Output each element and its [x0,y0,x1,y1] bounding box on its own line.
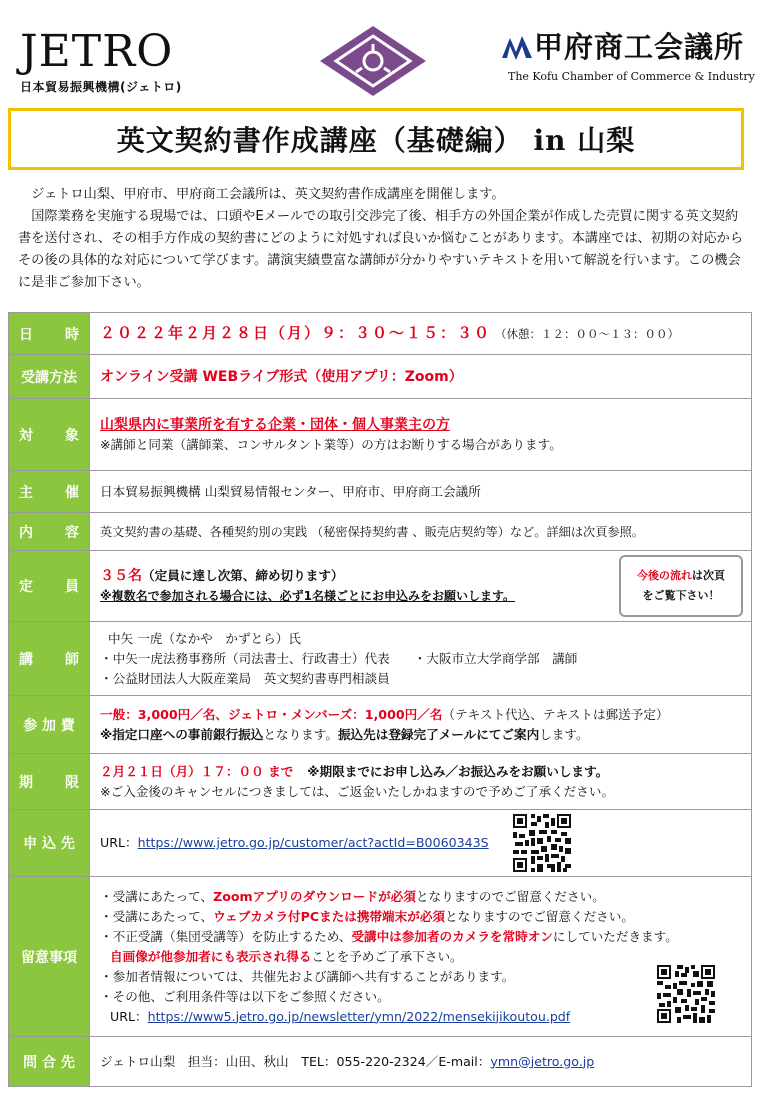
notes-url-link[interactable]: https://www5.jetro.go.jp/newsletter/ymn/2022/mensekijikoutou.pdf [147,1008,571,1024]
deadline-note: ※ご入金後のキャンセルにつきましては、ご返金いたしかねますので予めご了承ください。 [100,783,615,799]
notes-line-2b: ウェブカメラ付PCまたは携帯端末が必須 [213,908,446,924]
intro-paragraph-1: ジェトロ山梨、甲府市、甲府商工会議所は、英文契約書作成講座を開催します。 [31,187,505,202]
method-value: オンライン受講 WEBライブ形式（使用アプリ：Zoom） [100,368,463,385]
row-lecturer [9,622,752,696]
notes-url-prefix: URL： [110,1008,148,1024]
lecturer-name: 中矢 一虎（なかや かずとら）氏 [108,630,301,646]
notes-line-1a: ・受講にあたって、 [100,888,214,904]
label-method: 受講方法 [9,355,90,399]
jetro-subtitle: 日本貿易振興機構(ジェトロ) [20,80,182,94]
row-deadline [9,754,752,810]
row-date [9,313,752,355]
label-notes: 留意事項 [9,877,90,1037]
apply-url-prefix: URL： [100,835,138,850]
capacity-count: ３５名 [100,568,142,584]
notes-line-4b: ことを予めご了承下さい。 [311,948,463,964]
label-apply: 申 込 先 [9,810,90,877]
deadline-value: ２月２１日（月）１７：００ まで [100,763,294,779]
row-content [9,513,752,551]
intro-paragraph-2: 国際業務を実施する現場では、口頭やEメールでの取引交渉完了後、相手方の外国企業が作成した売買に関する英文契約書を送付され、その相手方作成の契約書にどのように対処すれば良いか悩むことがあります。本講座では、初期の対応からその後の具体的な対応について学びます。講演実績豊富な講師が分かりやすいテキストを用いて解説を行います。この機会に是非ご参加下さい。 [18,209,744,290]
fee-value-note: （テキスト代込、テキストは郵送予定） [442,706,669,722]
row-fee [9,696,752,754]
next-steps-a: は次頁 [692,569,725,582]
kofu-city-seal-icon [318,24,428,98]
jetro-logo [20,26,220,95]
row-capacity [9,551,752,622]
notes-line-5: ・参加者情報については、共催先および講師へ共有することがあります。 [100,968,515,984]
page-title: 英文契約書作成講座（基礎編） in 山梨 [116,124,636,157]
notes-qr-code-icon[interactable] [657,965,715,1023]
host-value: 日本貿易振興機構 山梨貿易情報センター、甲府市、甲府商工会議所 [90,471,752,513]
label-deadline: 期 限 [19,774,79,791]
lecturer-affiliation-3: ・公益財団法人大阪産業局 英文契約書専門相談員 [100,670,390,686]
label-contact: 問 合 先 [9,1037,90,1087]
fee-note-b: となります。 [263,726,338,742]
label-content: 内 容 [19,524,79,541]
event-info-table [8,312,752,1087]
label-date: 日 時 [19,326,79,343]
date-break-note: （休憩：１２：００～１３：００） [495,327,680,341]
row-target [9,399,752,471]
page-title-box [8,108,744,170]
row-host [9,471,752,513]
row-apply [9,810,752,877]
row-contact [9,1037,752,1087]
notes-line-1b: Zoomアプリのダウンロードが必須 [213,888,416,904]
kofu-chamber-logo [500,30,755,95]
notes-line-2c: となりますのでご留意ください。 [445,908,634,924]
capacity-count-note: （定員に達し次第、締め切ります） [142,568,344,583]
target-note: ※講師と同業（講師業、コンサルタント業等）の方はお断りする場合があります。 [100,436,562,452]
lecturer-affiliation-1: ・中矢一虎法務事務所（司法書士、行政書士）代表 [100,650,390,666]
target-value: 山梨県内に事業所を有する企業・団体・個人事業主の方 [100,416,450,433]
lecturer-affiliation-2: ・大阪市立大学商学部 講師 [413,650,578,666]
apply-url-link[interactable]: https://www.jetro.go.jp/customer/act?actId=B0060343S [137,835,489,850]
next-steps-callout [619,555,743,617]
contact-value: ジェトロ山梨 担当：山田、秋山 TEL：055-220-2324／E-mail： [100,1053,491,1069]
apply-qr-code-icon[interactable] [513,814,571,872]
label-fee: 参 加 費 [9,696,90,754]
label-target: 対 象 [19,427,79,444]
kofu-chamber-english: The Kofu Chamber of Commerce & Industry [508,70,755,83]
row-method [9,355,752,399]
fee-note-c: 振込先は登録完了メールにてご案内 [337,726,540,742]
jetro-wordmark: JETRO [20,26,174,77]
deadline-value-note: ※期限までにお申し込み／お振込みをお願いします。 [307,763,609,779]
row-notes [9,877,752,1037]
content-value: 英文契約書の基礎、各種契約別の実践 （秘密保持契約書 、販売店契約等）など。詳細は次頁参照。 [90,513,752,551]
label-host: 主 催 [19,484,79,501]
notes-line-6: ・その他、ご利用条件等は以下をご参照ください。 [100,988,390,1004]
next-steps-red: 今後の流れ [637,569,692,582]
date-value: ２０２２年２月２８日（月）９：３０～１５：３０ [100,324,492,342]
notes-line-1c: となりますのでご留意ください。 [415,888,605,904]
kofu-chamber-name: 甲府商工会議所 [534,30,745,64]
notes-line-3b: 受講中は参加者のカメラを常時オン [351,928,553,944]
notes-line-3c: にしていただきます。 [552,928,678,944]
capacity-note: ※複数名で参加される場合には、必ず1名様ごとにお申込みをお願いします。 [100,589,516,603]
fee-note-a: ※指定口座への事前銀行振込 [100,726,264,742]
fee-value: 一般：3,000円／名、ジェトロ・メンバーズ：1,000円／名 [100,706,443,722]
fee-note-d: します。 [539,726,589,742]
contact-email-link[interactable]: ymn@jetro.go.jp [490,1053,595,1069]
intro-text [18,184,748,294]
notes-line-3a: ・不正受講（集団受講等）を防止するため、 [100,928,352,944]
notes-line-4a: 自画像が他参加者にも表示され得る [110,948,312,964]
notes-line-2a: ・受講にあたって、 [100,908,214,924]
kofu-chamber-mark-icon [500,32,534,62]
next-steps-b: をご覧下さい！ [642,589,720,602]
label-lecturer: 講 師 [19,651,79,668]
label-capacity: 定 員 [19,579,79,595]
